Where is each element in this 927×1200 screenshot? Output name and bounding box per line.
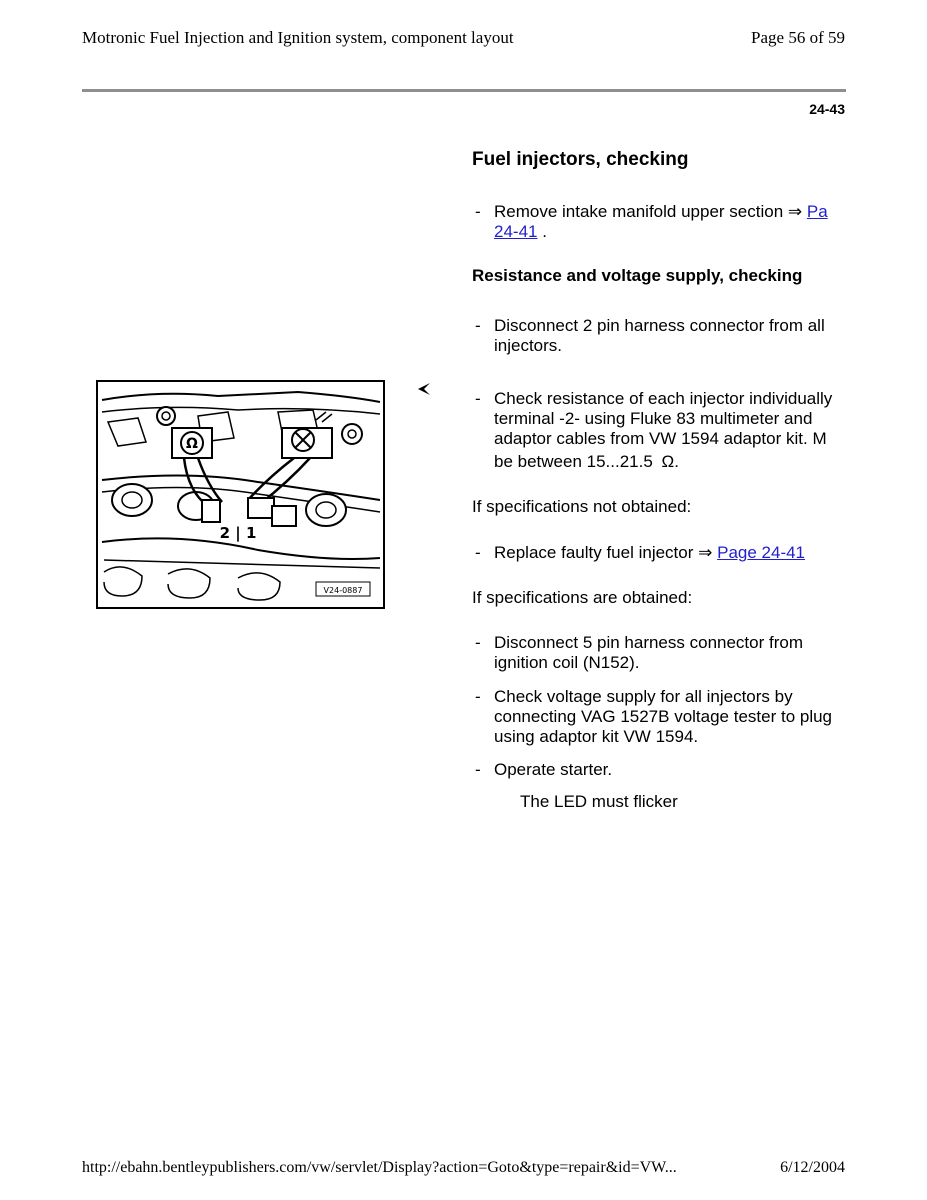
- note-not-obtained: If specifications not obtained:: [472, 497, 692, 516]
- step-line: Check resistance of each injector individually: [494, 389, 833, 408]
- step-text: Remove intake manifold upper section: [494, 202, 784, 221]
- step-line: connecting VAG 1527B voltage tester to plug: [494, 707, 833, 726]
- step-disconnect-2pin: [472, 316, 846, 356]
- section-title: Fuel injectors, checking: [472, 149, 689, 170]
- step-line: injectors.: [494, 336, 563, 355]
- step-check-voltage: [472, 687, 846, 747]
- step-dash: -: [475, 543, 481, 562]
- step-remove-manifold: [472, 202, 846, 242]
- page-indicator: Page 56 of 59: [751, 28, 845, 47]
- step-line: ignition coil (N152).: [494, 653, 640, 672]
- step-line: adaptor cables from VW 1594 adaptor kit. M: [494, 429, 827, 448]
- step-check-resistance: - Check resistance of each injector individually terminal -2- using Fluke 83 multimeter and adaptor cables from VW 1594 adaptor kit. M be between 15...21.5 Ω.: [472, 389, 846, 472]
- subheading-resistance-voltage: Resistance and voltage supply, checking: [472, 266, 803, 285]
- terminal-numbers: 2 | 1: [219, 524, 257, 542]
- step-dash: -: [475, 389, 481, 408]
- injector-test-illustration: [96, 380, 385, 609]
- step-operate-starter: [472, 760, 846, 780]
- step-period: .: [542, 222, 547, 241]
- page-link-partial[interactable]: Pa: [806, 202, 828, 221]
- step-dash: -: [475, 633, 481, 652]
- step-line: Disconnect 5 pin harness connector from: [494, 633, 803, 652]
- step-line: Check voltage supply for all injectors by: [494, 687, 793, 706]
- step-dash: -: [475, 687, 481, 706]
- result-note: The LED must flicker: [520, 792, 678, 811]
- document-header-title: Motronic Fuel Injection and Ignition system, component layout: [82, 28, 514, 47]
- figure-pointer-icon: [416, 381, 432, 404]
- step-line: be between 15...21.5: [494, 452, 653, 471]
- step-line: Operate starter.: [494, 760, 613, 779]
- ohm-symbol: Ω: [661, 452, 675, 471]
- step-disconnect-5pin: [472, 633, 846, 673]
- manual-page-number: 24-43: [809, 101, 845, 117]
- step-dash: -: [475, 202, 481, 221]
- page-link-24-41[interactable]: Page 24-41: [717, 543, 806, 562]
- header-divider: [82, 89, 846, 92]
- step-line: using adaptor kit VW 1594.: [494, 727, 699, 746]
- step-dash: -: [475, 760, 481, 779]
- illustration-svg: [98, 382, 383, 607]
- step-text: Replace faulty fuel injector: [494, 543, 694, 562]
- page-link-24-41[interactable]: 24-41: [494, 222, 538, 241]
- figure-code: V24-0887: [323, 586, 363, 595]
- step-line: Disconnect 2 pin harness connector from all: [494, 316, 825, 335]
- footer-date: 6/12/2004: [780, 1159, 845, 1176]
- ohm-label: Ω: [186, 436, 198, 452]
- arrow-right-icon: ⇒: [787, 202, 803, 221]
- arrow-right-icon: ⇒: [698, 543, 713, 562]
- step-replace-injector: [472, 543, 846, 563]
- footer-url: http://ebahn.bentleypublishers.com/vw/servlet/Display?action=Goto&type=repair&id=VW...: [82, 1159, 677, 1176]
- note-obtained: If specifications are obtained:: [472, 588, 693, 607]
- step-dash: -: [475, 316, 481, 335]
- step-line: terminal -2- using Fluke 83 multimeter and: [494, 409, 813, 428]
